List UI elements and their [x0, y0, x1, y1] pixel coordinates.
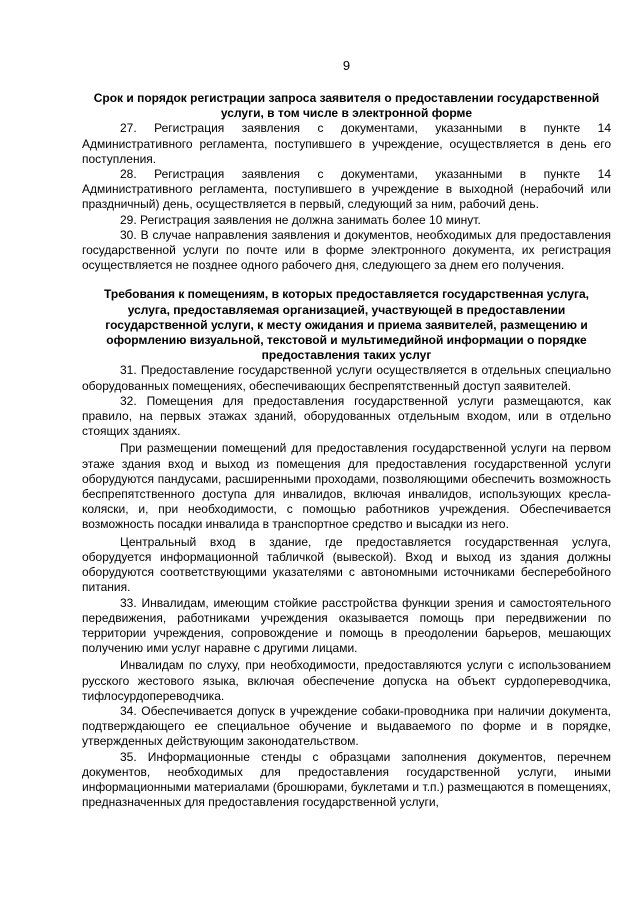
paragraph-35: 35. Информационные стенды с образцами заполнения документов, перечнем документов, необходимых для предоставления государственной услуги, иными информационными материалами (брошюрами, буклетами и т.п.) размещаются в помещениях, предназначенных для предоставления государственной услуги,	[82, 749, 611, 810]
section-heading-premises: Требования к помещениям, в которых предоставляется государственная услуга, услуга, предоставляемая организацией, участвующей в предоставлении государственной услуги, к месту ожидания и приема заявителей, размещению и оформлению визуальной, текстовой и мультимедийной информации о порядке предоставления таких услуг	[104, 287, 589, 363]
paragraph-32: 32. Помещения для предоставления государственной услуги размещаются, как правило, на первых этажах зданий, оборудованных отдельным входом, или в отдельно стоящих зданиях.	[82, 393, 611, 439]
paragraph-29: 29. Регистрация заявления не должна занимать более 10 минут.	[120, 212, 481, 227]
page-number: 9	[342, 58, 351, 73]
paragraph-28: 28. Регистрация заявления с документами, указанными в пункте 14 Административного регламента, поступившего в учреждение в выходной (нерабочий или праздничный) день, осуществляется в первый, следующий за ним, рабочий день.	[82, 167, 611, 212]
paragraph-33: 33. Инвалидам, имеющим стойкие расстройства функции зрения и самостоятельного передвижения, работниками учреждения оказывается помощь при передвижении по территории учреждения, сопровождение и помощь в преодолении барьеров, мешающих получению ими услуг наравне с другими лицами.	[82, 595, 611, 656]
paragraph-34: 34. Обеспечивается допуск в учреждение собаки-проводника при наличии документа, подтверждающего ее специальное обучение и выдаваемого по форме и в порядке, утвержденных действующим законодательством.	[82, 703, 611, 749]
paragraph-27: 27. Регистрация заявления с документами, указанными в пункте 14 Административного регламента, поступившего в учреждение, осуществляется в день его поступления.	[82, 121, 611, 166]
paragraph-32-ramps: При размещении помещений для предоставления государственной услуги на первом этаже здания вход и выход из помещения для предоставления государственной услуги оборудуются пандусами, расширенными проходами, позволяющими обеспечить возможность беспрепятственного доступа для инвалидов, включая инвалидов, использующих кресла-коляски, и, при необходимости, с помощью работников учреждения. Обеспечивается возможность посадки инвалида в транспортное средство и высадки из него.	[82, 441, 611, 532]
paragraph-30: 30. В случае направления заявления и документов, необходимых для предоставления государственной услуги по почте или в форме электронного документа, их регистрация осуществляется не позднее одного рабочего дня, следующего за днем его получения.	[82, 227, 611, 273]
section-heading-registration: Срок и порядок регистрации запроса заявителя о предоставлении государственной услуги, в том числе в электронной форме	[93, 91, 600, 121]
paragraph-32-entrance: Центральный вход в здание, где предоставляется государственная услуга, оборудуется информационной табличкой (вывеской). Вход и выход из здания должны оборудуются соответствующими указателями с автономными источниками бесперебойного питания.	[82, 534, 611, 595]
paragraph-31: 31. Предоставление государственной услуги осуществляется в отдельных специально оборудованных помещениях, обеспечивающих беспрепятственный доступ заявителей.	[82, 363, 611, 393]
paragraph-33-hearing: Инвалидам по слуху, при необходимости, предоставляются услуги с использованием русского жестового языка, включая обеспечение допуска на объект сурдопереводчика, тифлосурдопереводчика.	[82, 658, 611, 703]
